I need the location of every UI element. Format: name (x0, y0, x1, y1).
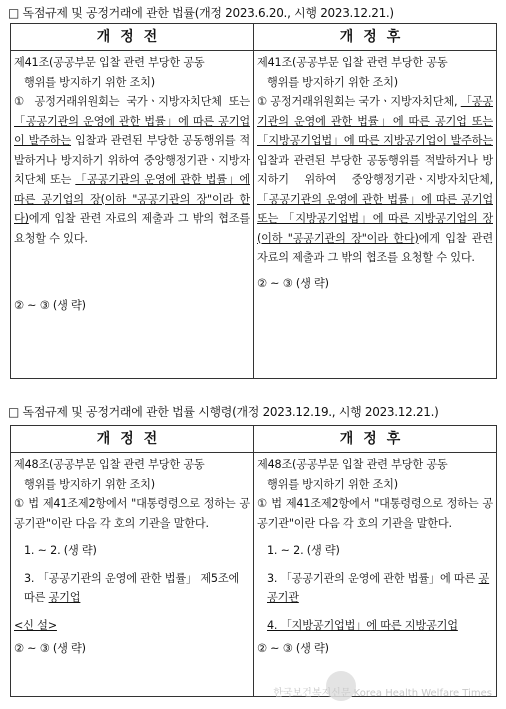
item-1-2: 1. ~ 2. (생 략) (24, 544, 97, 557)
amended-text: 공기업 (48, 591, 81, 604)
article-title: 제41조(공공부문 입찰 관련 부당한 공동 (257, 56, 448, 69)
paragraph-1 (14, 92, 250, 248)
before-column (11, 51, 253, 378)
text: ① 공정거래위원회는 국가ㆍ지방자치단체, (257, 95, 461, 108)
section-2-title: □ 독점규제 및 공정거래에 관한 법률 시행령(개정 2023.12.19., 시행 2023.12.21.) (8, 405, 439, 419)
paragraph-2: ② ~ ③ (생 략) (257, 276, 329, 290)
header-after: 개정후 (253, 426, 496, 452)
header-after: 개정후 (253, 24, 496, 50)
text: 3. 「공공기관의 운영에 관한 법률」에 따른 (267, 571, 479, 585)
paragraph-2: ② ~ ③ (생 략) (14, 642, 86, 655)
amended-text: 공공기관 (267, 571, 490, 604)
item-3 (257, 569, 493, 608)
item-4: 4. 「지방공기업법」에 따른 지방공기업 (267, 618, 458, 632)
text: 입찰과 관련된 부당한 공동행위를 적발하거나 방지하기 위하여 중앙행정기관ㆍ지방자치단체 또는 (14, 134, 250, 186)
paragraph-2: ② ~ ③ (생 략) (257, 642, 329, 655)
paragraph-1: ① 법 제41조제2항에서 "대통령령으로 정하는 공공기관"이란 다음 각 호의 기관을 말한다. (257, 497, 493, 530)
article-title-cont: 행위를 방지하기 위한 조치) (24, 477, 155, 491)
article-title-cont: 행위를 방지하기 위한 조치) (267, 477, 398, 491)
before-column (11, 453, 253, 696)
article-title: 제48조(공공부문 입찰 관련 부당한 공동 (257, 458, 448, 471)
paragraph-1: ① 법 제41조제2항에서 "대통령령으로 정하는 공공기관"이란 다음 각 호의 기관을 말한다. (14, 497, 250, 530)
item-3 (14, 569, 250, 608)
text: 3. 「공공기관의 운영에 관한 법률」 제5조에 따른 (24, 571, 240, 604)
new-provision-note: <신 설> (14, 618, 57, 632)
paragraph-2: ② ~ ③ (생 략) (14, 299, 86, 312)
table-header (11, 24, 496, 51)
text: 입찰과 관련된 부당한 공동행위를 적발하거나 방지하기 위하여 중앙행정기관ㆍ지방자치단체, (257, 153, 493, 186)
section-1-title: □ 독점규제 및 공정거래에 관한 법률(개정 2023.6.20., 시행 2023.12.21.) (8, 6, 394, 20)
article-title-cont: 행위를 방지하기 위한 조치) (267, 75, 398, 89)
after-column (253, 453, 496, 696)
text: 에게 입찰 관련 자료의 제출과 그 밖의 협조를 요청할 수 있다. (14, 212, 250, 245)
watermark: 한국보건복지신문 Korea Health Welfare Times (273, 688, 492, 699)
header-before: 개정전 (11, 24, 253, 50)
header-before: 개정전 (11, 426, 253, 452)
text: 에게 입찰 관련 자료의 제출과 그 밖의 협조를 요청할 수 있다. (257, 231, 494, 264)
item-1-2: 1. ~ 2. (생 략) (267, 544, 340, 557)
amended-text: 「공공기관의 운영에 관한 법률」에 따른 공기업이 발주하는 (14, 114, 250, 147)
section-2-table (10, 425, 497, 697)
amended-text: 「공공기관의 운영에 관한 법률」에 따른 공기업 또는 「지방공기업법」에 따른 지방공기업이 발주하는 (257, 95, 494, 147)
text: ① 공정거래위원회는 국가ㆍ지방자치단체 또는 (14, 95, 250, 108)
article-title-cont: 행위를 방지하기 위한 조치) (24, 75, 155, 89)
table-header (11, 426, 496, 453)
paragraph-1 (257, 92, 493, 268)
section-1-table (10, 23, 497, 379)
article-title: 제41조(공공부문 입찰 관련 부당한 공동 (14, 56, 205, 69)
amended-text: 「공공기관의 운영에 관한 법률」에 따른 공기업의 장(이하 "공공기관의 장"이라 한다) (14, 173, 250, 225)
amended-text: 「공공기관의 운영에 관한 법률」에 따른 공기업 또는 「지방공기업법」에 따른 지방공기업의 장(이하 "공공기관의 장"이라 한다) (257, 192, 493, 245)
article-title: 제48조(공공부문 입찰 관련 부당한 공동 (14, 458, 205, 471)
after-column (253, 51, 496, 378)
